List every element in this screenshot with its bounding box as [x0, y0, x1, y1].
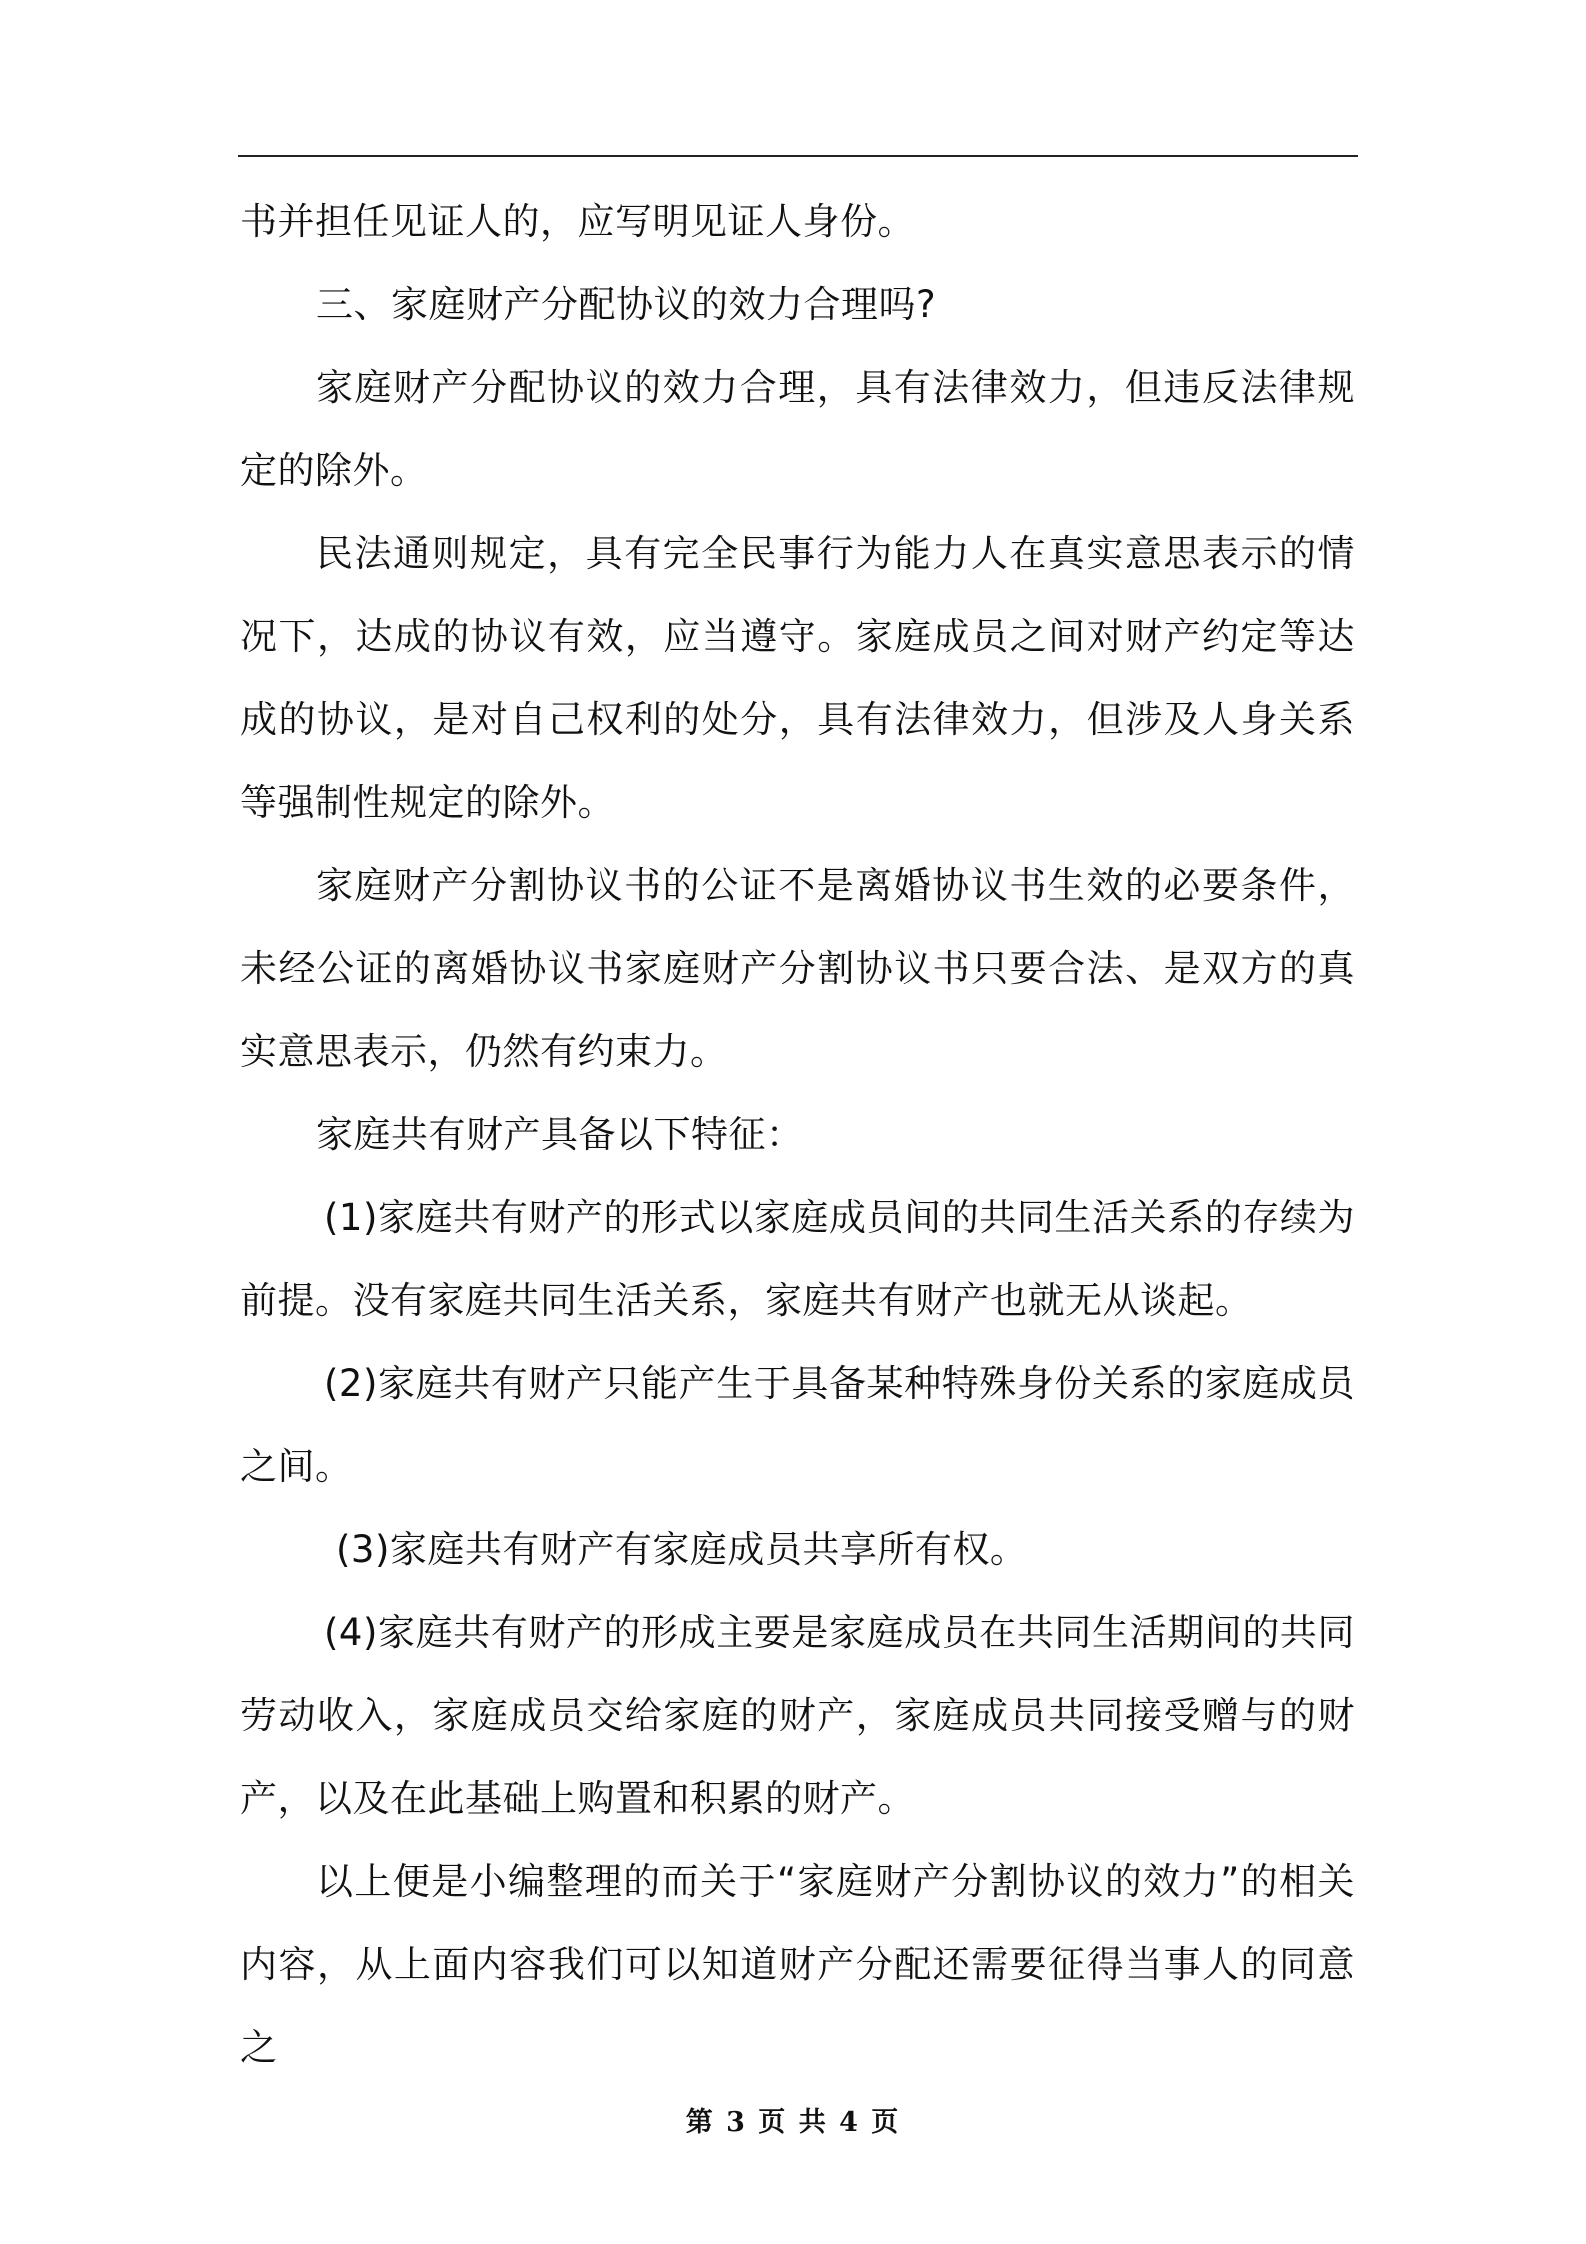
document-body [240, 180, 1355, 2089]
paragraph: 家庭财产分配协议的效力合理，具有法律效力，但违反法律规定的除外。 [240, 366, 1355, 492]
paragraph: 家庭共有财产具备以下特征： [316, 1113, 804, 1156]
paragraph: 民法通则规定，具有完全民事行为能力人在真实意思表示的情况下，达成的协议有效，应当遵守。家庭成员之间对财产约定等达成的协议，是对自己权利的处分，具有法律效力，但涉及人身关系等强制性规定的除外。 [240, 532, 1355, 824]
page-number-label: 第 3 页 共 4 页 [685, 2107, 901, 2138]
paragraph: 家庭财产分割协议书的公证不是离婚协议书生效的必要条件，未经公证的离婚协议书家庭财产分割协议书只要合法、是双方的真实意思表示，仍然有约束力。 [240, 864, 1355, 1073]
list-item: (3)家庭共有财产有家庭成员共享所有权。 [336, 1528, 1028, 1571]
page-footer [0, 2100, 1586, 2139]
section-heading: 三、家庭财产分配协议的效力合理吗? [316, 283, 937, 326]
list-item: (1)家庭共有财产的形式以家庭成员间的共同生活关系的存续为前提。没有家庭共同生活关系，家庭共有财产也就无从谈起。 [240, 1196, 1355, 1322]
header-rule [238, 155, 1358, 157]
paragraph-continuation: 书并担任见证人的，应写明见证人身份。 [240, 200, 915, 243]
list-item: (4)家庭共有财产的形成主要是家庭成员在共同生活期间的共同劳动收入，家庭成员交给家庭的财产，家庭成员共同接受赠与的财产，以及在此基础上购置和积累的财产。 [240, 1611, 1355, 1820]
paragraph: 以上便是小编整理的而关于“家庭财产分割协议的效力”的相关内容，从上面内容我们可以知道财产分配还需要征得当事人的同意之 [240, 1860, 1355, 2069]
list-item: (2)家庭共有财产只能产生于具备某种特殊身份关系的家庭成员之间。 [240, 1362, 1355, 1488]
